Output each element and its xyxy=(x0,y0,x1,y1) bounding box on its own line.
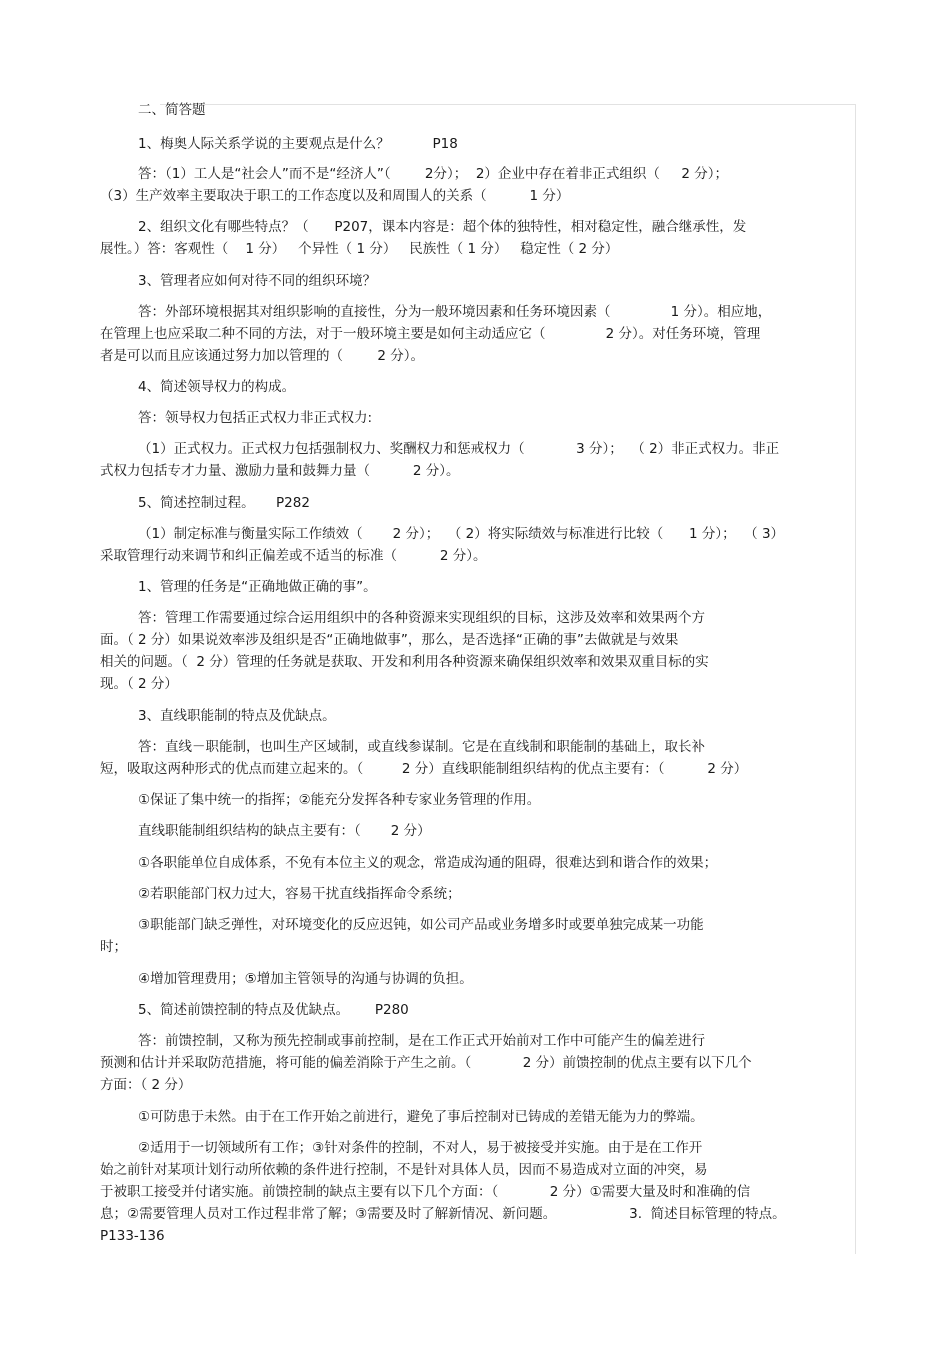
answer-line-function-2: 短，吸取这两种形式的优点而建立起来的。（ 2 分）直线职能制组织结构的优点主要有：（ 2 分） xyxy=(100,761,748,777)
answer-4-line-1: 答：领导权力包括正式权力非正式权力: xyxy=(138,410,373,426)
disadvantages-heading: 直线职能制组织结构的缺点主要有：（ 2 分） xyxy=(138,823,431,839)
answer-2-line: 展性。）答：客观性（ 1 分） 个异性（ 1 分） 民族性（ 1 分） 稳定性（ 2 分） xyxy=(100,241,619,257)
feedforward-advantage-2-line-1: ②适用于一切领域所有工作；③针对条件的控制，不对人，易于被接受并实施。由于是在工作开 xyxy=(138,1140,703,1156)
feedforward-disadvantage-line: 息；②需要管理人员对工作过程非常了解；③需要及时了解新情况、新问题。 3. 简述目标管理的特点。 xyxy=(100,1206,786,1222)
answer-5-line-2: 采取管理行动来调节和纠正偏差或不适当的标准（ 2 分）。 xyxy=(100,548,487,564)
question-5-control: 5、简述控制过程。 P282 xyxy=(138,495,310,511)
answer-5-line-1: （1）制定标准与衡量实际工作绩效（ 2 分）； （ 2）将实际绩效与标准进行比较（ 1 分）； （ 3） xyxy=(138,526,785,542)
question-management-task: 1、管理的任务是“正确地做正确的事”。 xyxy=(138,579,377,595)
answer-feedforward-2: 预测和估计并采取防范措施，将可能的偏差消除于产生之前。（ 2 分）前馈控制的优点主要有以下几个 xyxy=(100,1055,752,1071)
section-heading: 二、简答题 xyxy=(138,102,206,118)
answer-1-line-2: （3）生产效率主要取决于职工的工作态度以及和周围人的关系（ 1 分） xyxy=(100,188,570,204)
question-4-leadership: 4、简述领导权力的构成。 xyxy=(138,379,296,395)
answer-task-line-1: 答：管理工作需要通过综合运用组织中的各种资源来实现组织的目标，这涉及效率和效果两个方 xyxy=(138,610,705,626)
feedforward-advantage-2-line-3: 于被职工接受并付诸实施。前馈控制的缺点主要有以下几个方面：（ 2 分）①需要大量及时和准确的信 xyxy=(100,1184,751,1200)
question-2-culture: 2、组织文化有哪些特点？（ P207，课本内容是：超个体的独特性，相对稳定性，融合继承性，发 xyxy=(138,219,747,235)
answer-4-line-2: （1）正式权力。正式权力包括强制权力、奖酬权力和惩戒权力（ 3 分）； （ 2）非正式权力。非正 xyxy=(138,441,780,457)
page-top-border xyxy=(160,104,856,105)
disadvantage-3-line-1: ③职能部门缺乏弹性，对环境变化的反应迟钝，如公司产品或业务增多时或要单独完成某一功能 xyxy=(138,917,704,933)
disadvantage-2: ②若职能部门权力过大，容易干扰直线指挥命令系统； xyxy=(138,886,461,902)
question-3-environment: 3、管理者应如何对待不同的组织环境？ xyxy=(138,273,377,289)
question-line-function: 3、直线职能制的特点及优缺点。 xyxy=(138,708,336,724)
feedforward-advantage-2-line-2: 始之前针对某项计划行动所依赖的条件进行控制，不是针对具体人员，因而不易造成对立面的冲突，易 xyxy=(100,1162,708,1178)
answer-3-line-2: 在管理上也应采取二种不同的方法，对于一般环境主要是如何主动适应它（ 2 分）。对任务环境，管理 xyxy=(100,326,761,342)
advantages-list: ①保证了集中统一的指挥；②能充分发挥各种专家业务管理的作用。 xyxy=(138,792,541,808)
disadvantage-3-line-2: 时； xyxy=(100,939,127,955)
disadvantage-1: ①各职能单位自成体系，不免有本位主义的观念，常造成沟通的阻碍，很难达到和谐合作的效果； xyxy=(138,855,718,871)
answer-line-function-1: 答：直线－职能制，也叫生产区域制，或直线参谋制。它是在直线制和职能制的基础上，取长补 xyxy=(138,739,705,755)
answer-task-line-2: 面。（ 2 分）如果说效率涉及组织是否“正确地做事”，那么，是否选择“正确的事”去做就是与效果 xyxy=(100,632,679,648)
question-feedforward: 5、简述前馈控制的特点及优缺点。 P280 xyxy=(138,1002,409,1018)
answer-task-line-3: 相关的问题。（ 2 分）管理的任务就是获取、开发和利用各种资源来确保组织效率和效果双重目标的实 xyxy=(100,654,709,670)
page-reference: P133-136 xyxy=(100,1228,165,1244)
answer-3-line-3: 者是可以而且应该通过努力加以管理的（ 2 分）。 xyxy=(100,348,424,364)
answer-1-line-1: 答：（1）工人是“社会人”而不是“经济人”（ 2分）； 2）企业中存在着非正式组织（ 2 分）； xyxy=(138,166,728,182)
answer-feedforward-1: 答：前馈控制，又称为预先控制或事前控制，是在工作正式开始前对工作中可能产生的偏差进行 xyxy=(138,1033,705,1049)
page-right-border xyxy=(855,104,856,1254)
question-1-mayo: 1、梅奥人际关系学说的主要观点是什么？ P18 xyxy=(138,136,458,152)
feedforward-advantage-1: ①可防患于未然。由于在工作开始之前进行，避免了事后控制对已铸成的差错无能为力的弊端。 xyxy=(138,1109,704,1125)
answer-4-line-3: 式权力包括专才力量、激励力量和鼓舞力量（ 2 分）。 xyxy=(100,463,460,479)
answer-3-line-1: 答：外部环境根据其对组织影响的直接性，分为一般环境因素和任务环境因素（ 1 分）。相应地， xyxy=(138,304,772,320)
answer-feedforward-3: 方面：（ 2 分） xyxy=(100,1077,192,1093)
disadvantage-4-5: ④增加管理费用；⑤增加主管领导的沟通与协调的负担。 xyxy=(138,971,473,987)
answer-task-line-4: 现。（ 2 分） xyxy=(100,676,178,692)
